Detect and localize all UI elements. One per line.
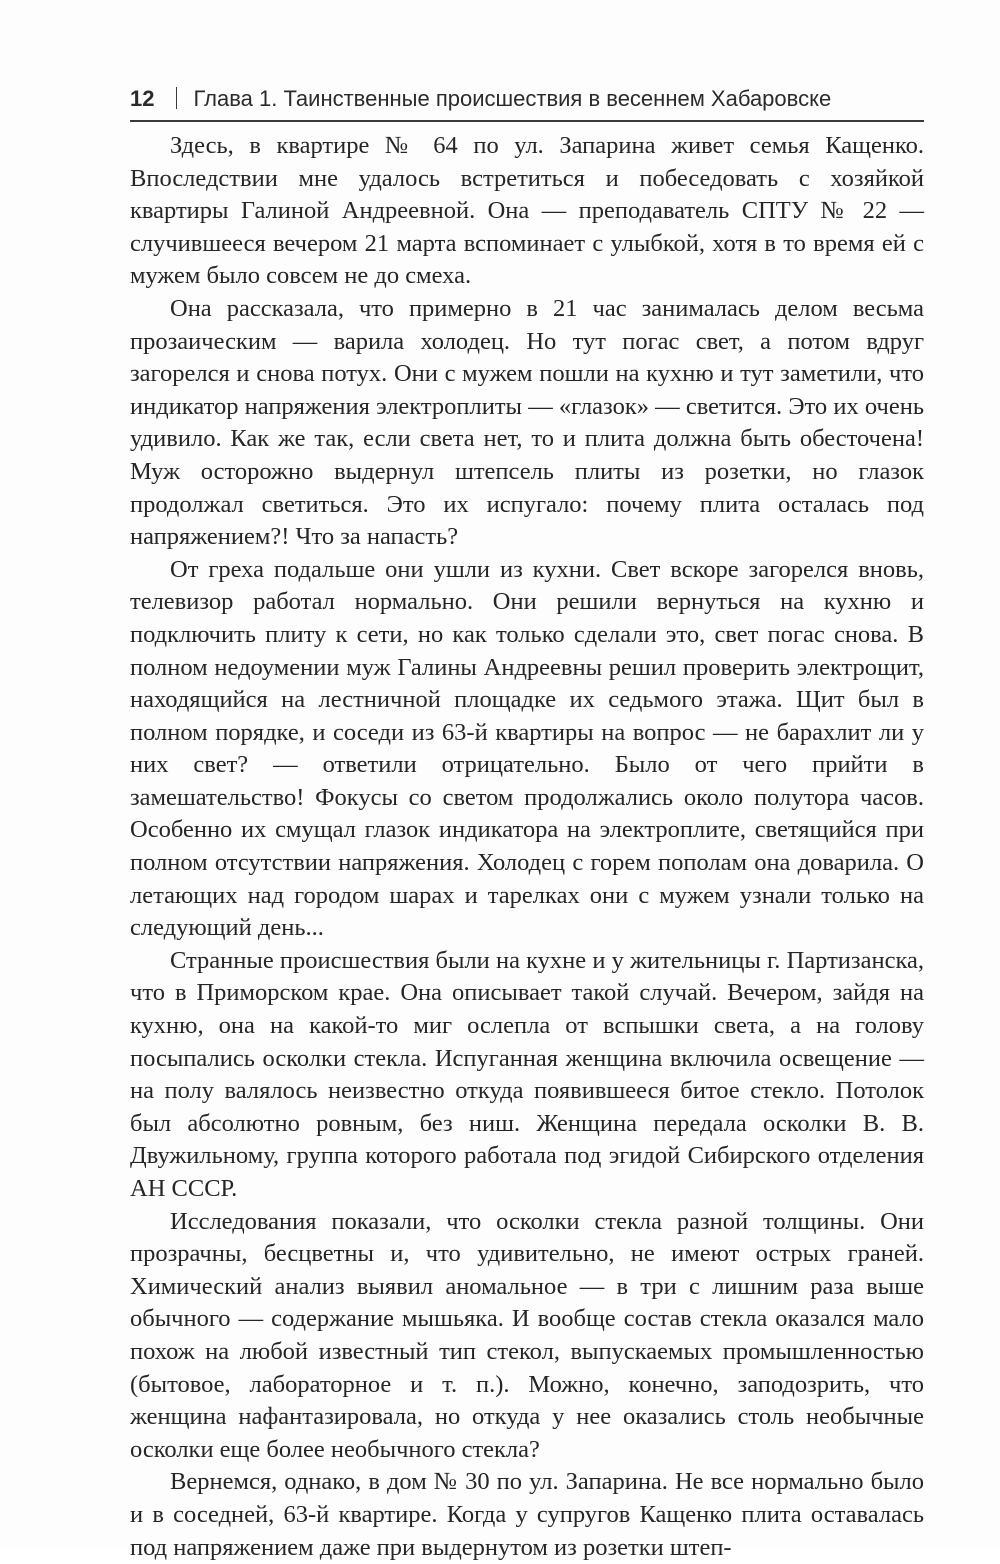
paragraph-3: От греха подальше они ушли из кухни. Свет вскоре загорелся вновь, телевизор работал нормально. Они решили вернуться на кухню и подключить плиту к сети, но как только сделали это, свет погас снова. В полном недоумении муж Галины Андреевны решил проверить электрощит, находящийся на лестничной площадке их седьмого этажа. Щит был в полном порядке, и соседи из 63-й квартиры на вопрос — не барахлит ли у них свет? — ответили отрицательно. Было от чего прийти в замешательство! Фокусы со светом продолжались около полутора часов. Особенно их смущал глазок индикатора на электроплите, светящийся при полном отсутствии напряжения. Холодец с горем пополам она доварила. О летающих над городом шарах и тарелках они с мужем узнали только на следующий день... (130, 555, 924, 942)
paragraph-1: Здесь, в квартире № 64 по ул. Запарина живет семья Кащенко. Впоследствии мне удалось встретиться и побеседовать с хозяйкой квартиры Галиной Андреевной. Она — преподаватель СПТУ № 22 — случившееся вечером 21 марта вспоминает с улыбкой, хотя в то время ей с мужем было совсем не до смеха. (130, 132, 924, 290)
body-text (130, 130, 924, 1564)
chapter-title: Глава 1. Таинственные происшествия в весеннем Хабаровске (193, 86, 832, 111)
paragraph-6: Вернемся, однако, в дом № 30 по ул. Запарина. Не все нормально было и в соседней, 63-й квартире. Когда у супругов Кащенко плита оставалась под напряжением даже при выдернутом из розетки штеп- (130, 1468, 924, 1561)
running-head (130, 84, 924, 122)
paragraph-2: Она рассказала, что примерно в 21 час занималась делом весьма прозаическим — варила холодец. Но тут погас свет, а потом вдруг загорелся и снова потух. Они с мужем пошли на кухню и тут заметили, что индикатор напряжения электроплиты — «глазок» — светится. Это их очень удивило. Как же так, если света нет, то и плита должна быть обесточена! Муж осторожно выдернул штепсель плиты из розетки, но глазок продолжал светиться. Это их испугало: почему плита осталась под напряжением?! Что за напасть? (130, 294, 924, 551)
paragraph-4: Странные происшествия были на кухне и у жительницы г. Партизанска, что в Приморском крае. Она описывает такой случай. Вечером, зайдя на кухню, она на какой-то миг ослепла от вспышки света, а на голову посыпались осколки стекла. Испуганная женщина включила освещение — на полу валялось неизвестно откуда появившееся битое стекло. Потолок был абсолютно ровным, без ниш. Женщина передала осколки В. В. Двужильному, группа которого работала под эгидой Сибирского отделения АН СССР. (130, 946, 924, 1202)
page-number: 12 (130, 86, 155, 111)
paragraph-5: Исследования показали, что осколки стекла разной толщины. Они прозрачны, бесцветны и, что удивительно, не имеют острых граней. Химический анализ выявил аномальное — в три с лишним раза выше обычного — содержание мышьяка. И вообще состав стекла оказался мало похож на любой известный тип стекол, выпускаемых промышленностью (бытовое, лабораторное и т. п.). Можно, конечно, заподозрить, что женщина нафантазировала, но откуда у нее оказались столь необычные осколки еще более необычного стекла? (130, 1207, 924, 1463)
header-separator (176, 87, 177, 109)
